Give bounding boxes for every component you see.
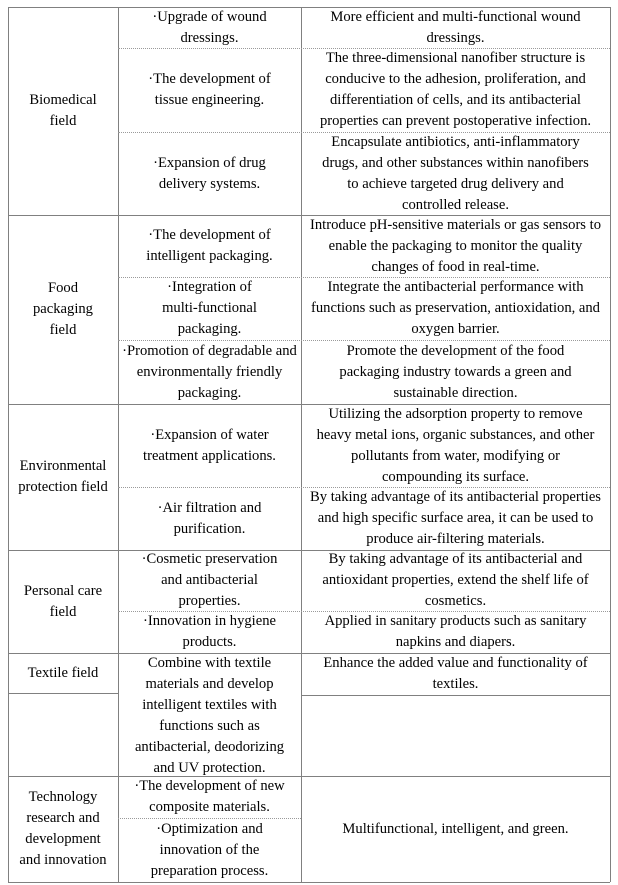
application-cell xyxy=(118,653,301,776)
description-cell xyxy=(301,277,610,340)
description-text: Enhance the added value and functionality of textiles. xyxy=(323,655,588,692)
column-divider xyxy=(301,7,302,882)
table-border-right xyxy=(610,7,611,882)
description-cell xyxy=(301,404,610,487)
category-cell-environmental xyxy=(8,404,118,550)
description-cell xyxy=(301,7,610,48)
application-text: ·Innovation in hygiene products. xyxy=(143,613,276,650)
column-divider xyxy=(118,7,119,882)
subrow-divider xyxy=(118,277,610,278)
description-cell xyxy=(301,48,610,132)
subrow-divider xyxy=(118,340,610,341)
subrow-divider xyxy=(118,611,610,612)
application-cell xyxy=(118,404,301,487)
description-cell xyxy=(301,340,610,404)
application-cell xyxy=(118,277,301,340)
application-cell xyxy=(118,48,301,132)
application-cell xyxy=(118,818,301,882)
application-text: ·Optimization and innovation of the preparation process. xyxy=(150,820,269,879)
row-divider xyxy=(8,550,610,551)
subrow-divider xyxy=(118,132,610,133)
row-divider xyxy=(8,404,610,405)
category-label: Textile field xyxy=(27,664,99,681)
subrow-divider xyxy=(118,818,301,819)
category-cell-personal-care xyxy=(8,550,118,653)
row-divider xyxy=(8,215,610,216)
description-text: Promote the development of the food packaging industry towards a green and sustainable direction. xyxy=(339,342,572,401)
application-text: ·Air filtration and purification. xyxy=(157,499,262,537)
description-text: Multifunctional, intelligent, and green. xyxy=(342,820,569,837)
application-text: ·Upgrade of wound dressings. xyxy=(152,8,267,46)
category-label: Technology research and development and innovation xyxy=(19,789,107,868)
application-cell xyxy=(118,132,301,215)
application-text: ·Cosmetic preservation and antibacterial properties. xyxy=(141,551,278,609)
category-label: Environmental protection field xyxy=(18,458,108,495)
application-text: ·The development of tissue engineering. xyxy=(148,71,271,108)
description-cell xyxy=(301,550,610,611)
description-text: Encapsulate antibiotics, anti-inflammatory drugs, and other substances within nanofibers to achieve targeted drug delivery and controlled release. xyxy=(322,133,589,213)
description-text: Applied in sanitary products such as sanitary napkins and diapers. xyxy=(324,613,587,650)
application-cell xyxy=(118,215,301,277)
description-cell xyxy=(301,776,610,882)
application-cell xyxy=(118,487,301,550)
description-text: Integrate the antibacterial performance with functions such as preservation, antioxidation, and oxygen barrier. xyxy=(311,279,600,337)
application-text: ·Expansion of drug delivery systems. xyxy=(153,154,266,192)
description-text: By taking advantage of its antibacterial properties and high specific surface area, it can be used to produce air-filtering materials. xyxy=(310,489,601,547)
row-divider xyxy=(8,693,118,694)
application-text: ·Integration of multi-functional packaging. xyxy=(162,279,257,337)
row-divider xyxy=(8,653,610,654)
description-text: Utilizing the adsorption property to remove heavy metal ions, organic substances, and other pollutants from water, modifying or compounding its surface. xyxy=(316,405,595,485)
application-cell xyxy=(118,550,301,611)
table-border-bottom xyxy=(8,882,610,883)
row-divider xyxy=(8,776,610,777)
description-text: More efficient and multi-functional wound dressings. xyxy=(330,8,581,46)
description-cell xyxy=(301,611,610,653)
application-cell xyxy=(118,776,301,818)
description-cell xyxy=(301,487,610,550)
row-divider xyxy=(301,695,610,696)
application-text: ·Expansion of water treatment applications. xyxy=(143,426,276,464)
application-text: ·The development of new composite materials. xyxy=(134,778,285,815)
category-label: Biomedical field xyxy=(29,92,97,129)
category-label: Personal care field xyxy=(23,582,103,620)
application-cell xyxy=(118,7,301,48)
application-text: Combine with textile materials and develop intelligent textiles with functions such as antibacterial, deodorizing and UV protection. xyxy=(134,655,285,776)
application-cell xyxy=(118,340,301,404)
description-text: By taking advantage of its antibacterial and antioxidant properties, extend the shelf life of cosmetics. xyxy=(322,551,589,609)
application-cell xyxy=(118,611,301,653)
description-text: The three-dimensional nanofiber structure is conducive to the adhesion, proliferation, and differentiation of cells, and its antibacterial properties can prevent postoperative infection. xyxy=(319,50,592,129)
application-text: ·Promotion of degradable and environmentally friendly packaging. xyxy=(122,342,297,401)
category-cell-technology xyxy=(8,776,118,882)
category-label: Food packaging field xyxy=(33,280,93,338)
description-cell xyxy=(301,653,610,695)
category-cell-biomedical xyxy=(8,7,118,215)
table-border-left xyxy=(8,7,9,882)
subrow-divider xyxy=(118,48,610,49)
table-border-top xyxy=(8,7,610,8)
category-cell-food-packaging xyxy=(8,215,118,404)
category-cell-textile xyxy=(8,653,118,693)
description-cell xyxy=(301,215,610,277)
description-text: Introduce pH-sensitive materials or gas sensors to enable the packaging to monitor the quality changes of food in real-time. xyxy=(310,216,601,275)
application-text: ·The development of intelligent packaging. xyxy=(146,227,273,264)
description-cell xyxy=(301,132,610,215)
subrow-divider xyxy=(118,487,610,488)
